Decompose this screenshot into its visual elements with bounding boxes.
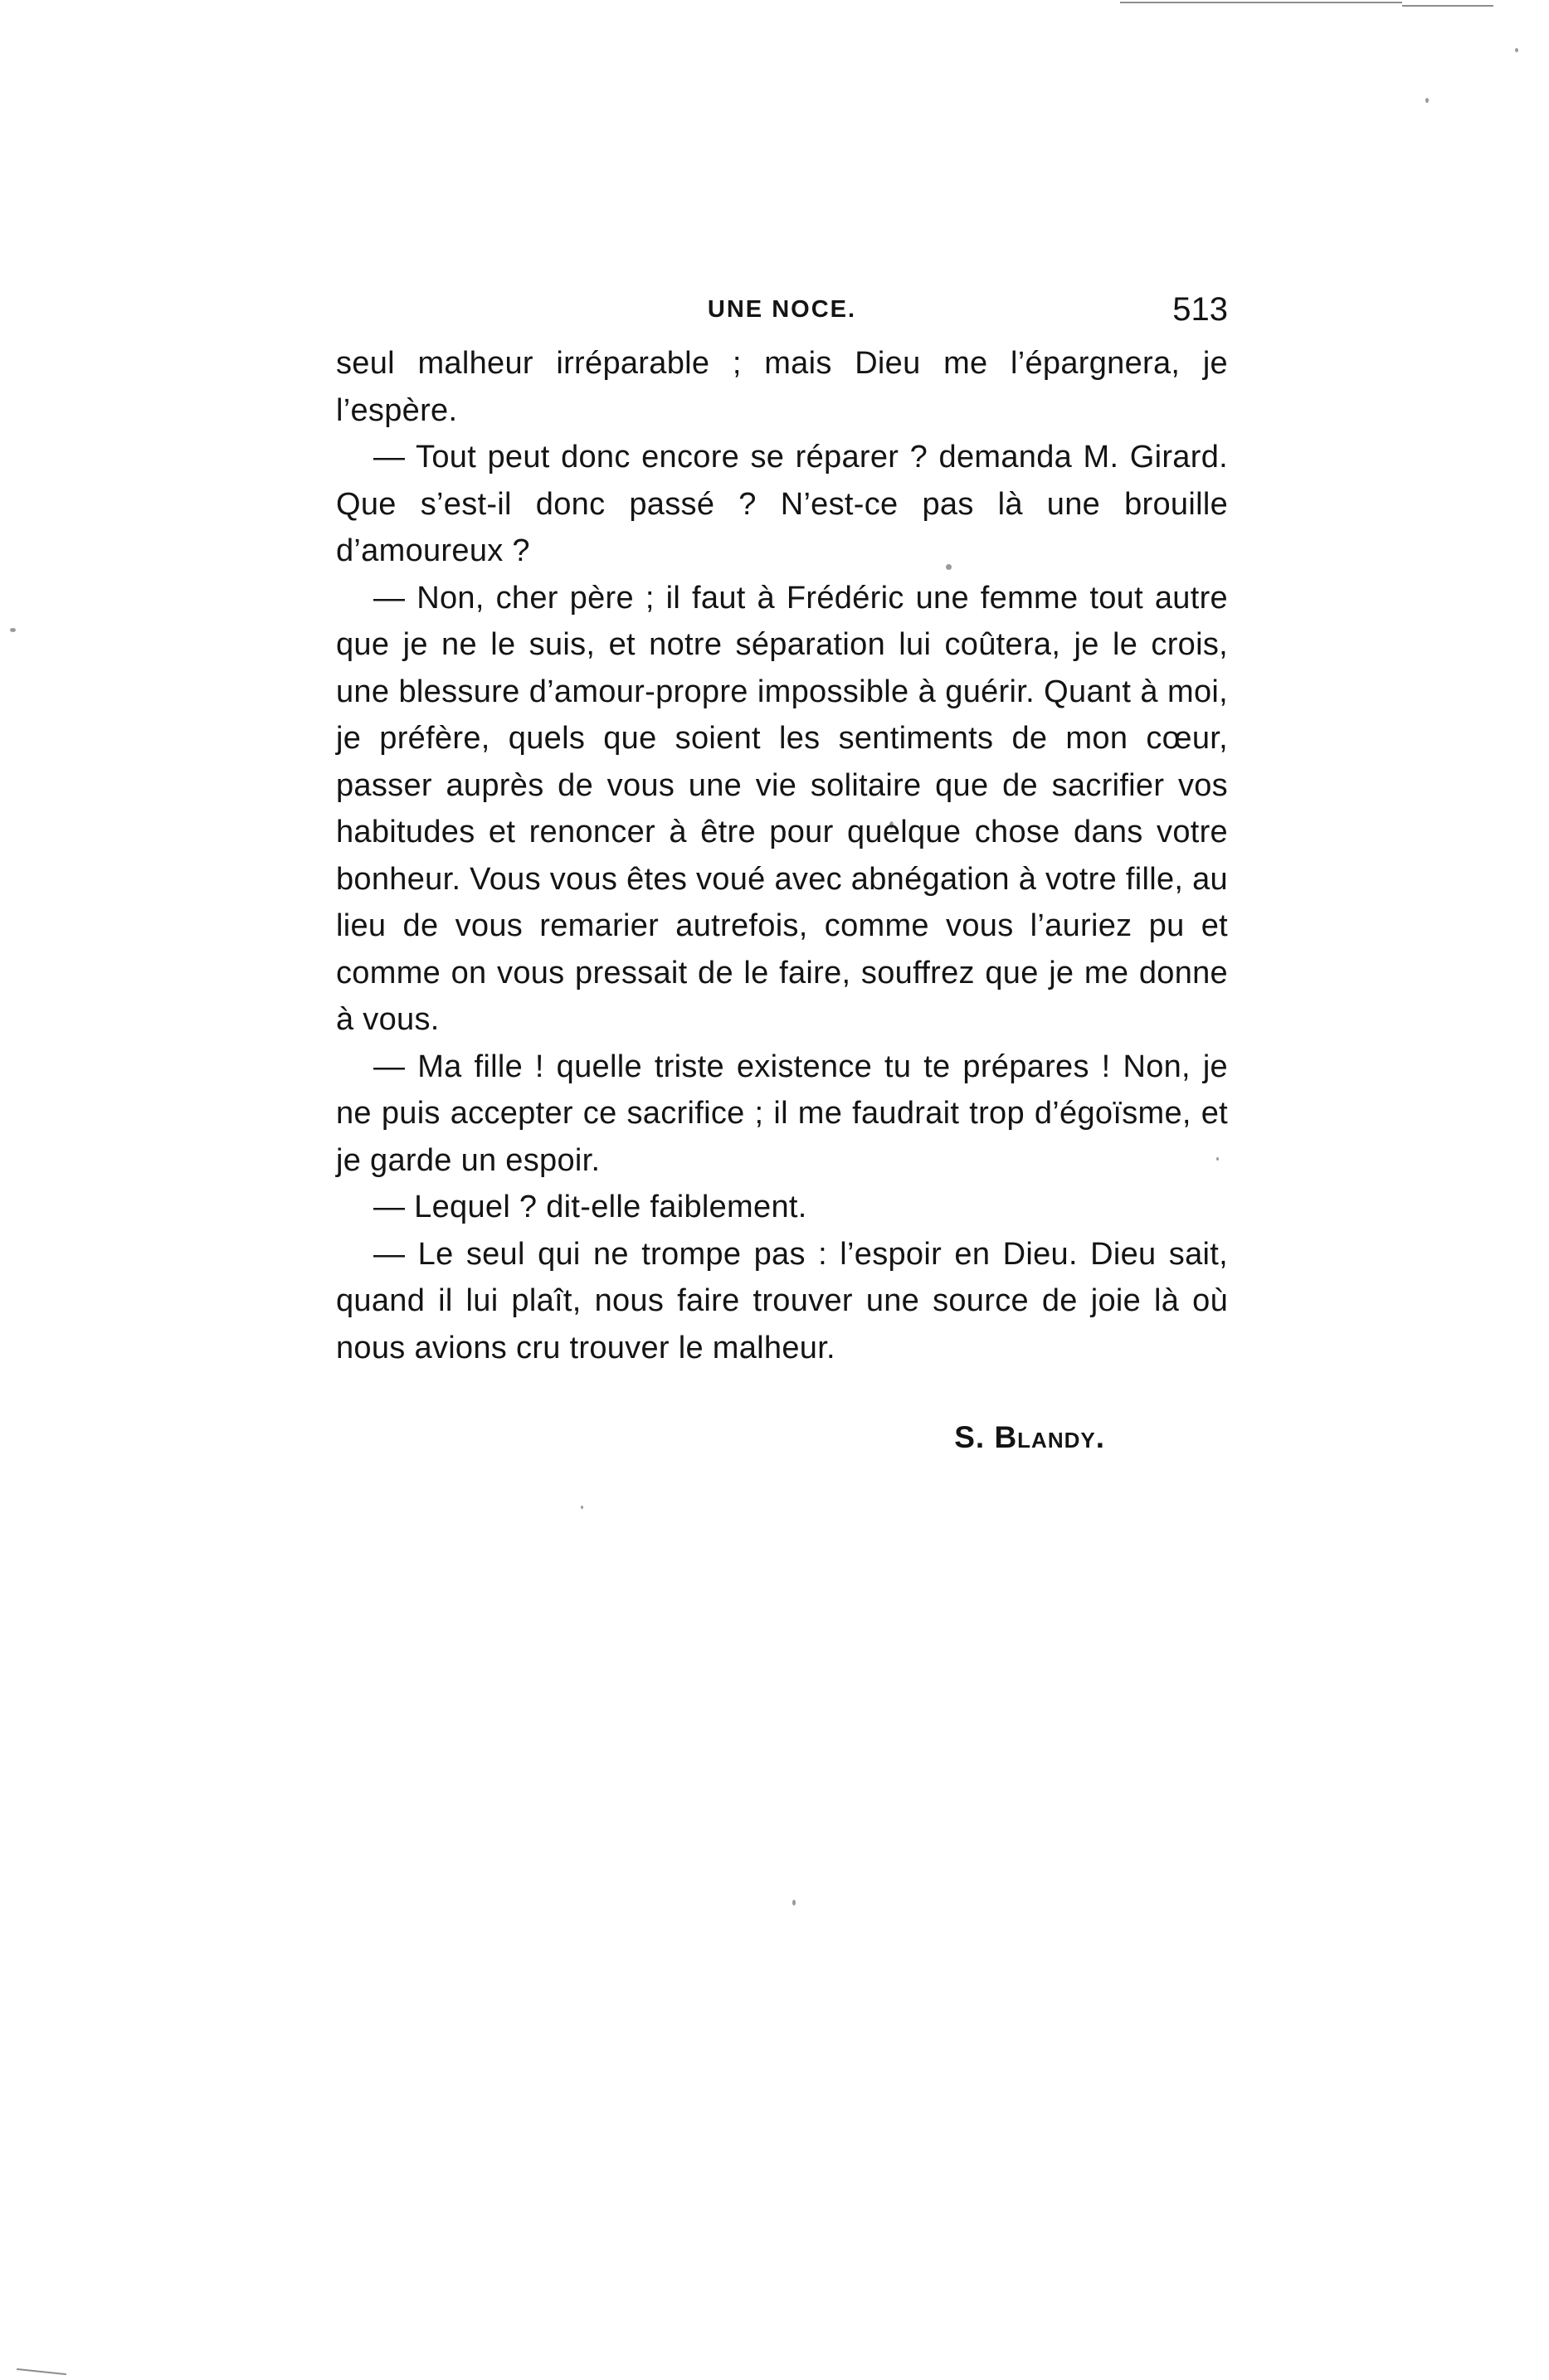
paragraph: — Lequel ? dit-elle faiblement. (373, 1190, 807, 1224)
paragraph: seul malheur irréparable ; mais Dieu me l’épargnera, je l’espère. (336, 346, 1228, 428)
running-title: UNE NOCE. (707, 296, 857, 323)
paragraph: — Le seul qui ne trompe pas : l’espoir en Dieu. Dieu sait, quand il lui plaît, nous faire trouver une source de joie là où nous avions cru trouver le malheur. (336, 1236, 1228, 1365)
scan-speck (792, 1900, 796, 1905)
scan-speck (1425, 98, 1429, 103)
paragraph: — Ma fille ! quelle triste existence tu te prépares ! Non, je ne puis accepter ce sacrifice ; il me faudrait trop d’égoïsme, et je garde un espoir. (336, 1049, 1228, 1178)
body-text (336, 340, 1228, 1371)
paragraph: — Tout peut donc encore se réparer ? demanda M. Girard. Que s’est-il donc passé ? N’est-ce pas là une brouille d’amoureux ? (336, 440, 1228, 568)
scan-speck (581, 1506, 583, 1509)
scan-edge-line (17, 2368, 66, 2375)
running-head (336, 290, 1228, 329)
scan-edge-line (1120, 2, 1402, 3)
scan-edge-line (1402, 5, 1493, 7)
scan-speck (1515, 48, 1518, 52)
scan-speck (10, 628, 16, 632)
page-number: 513 (1172, 291, 1228, 328)
paragraph: — Non, cher père ; il faut à Frédéric une femme tout autre que je ne le suis, et notre séparation lui coûtera, je le crois, une blessure d’amour-propre impossible à guérir. Quant à moi, je préfère, quels que soient les sentiments de mon cœur, passer auprès de vous une vie solitaire que de sacrifier vos habitudes et renoncer à être pour quelque chose dans votre bonheur. Vous vous êtes voué avec abnégation à votre fille, au lieu de vous remarier autrefois, comme vous l’auriez pu et comme on vous pressait de le faire, souffrez que je me donne à vous. (336, 580, 1228, 1037)
author-signature: S. Blandy. (954, 1420, 1105, 1454)
